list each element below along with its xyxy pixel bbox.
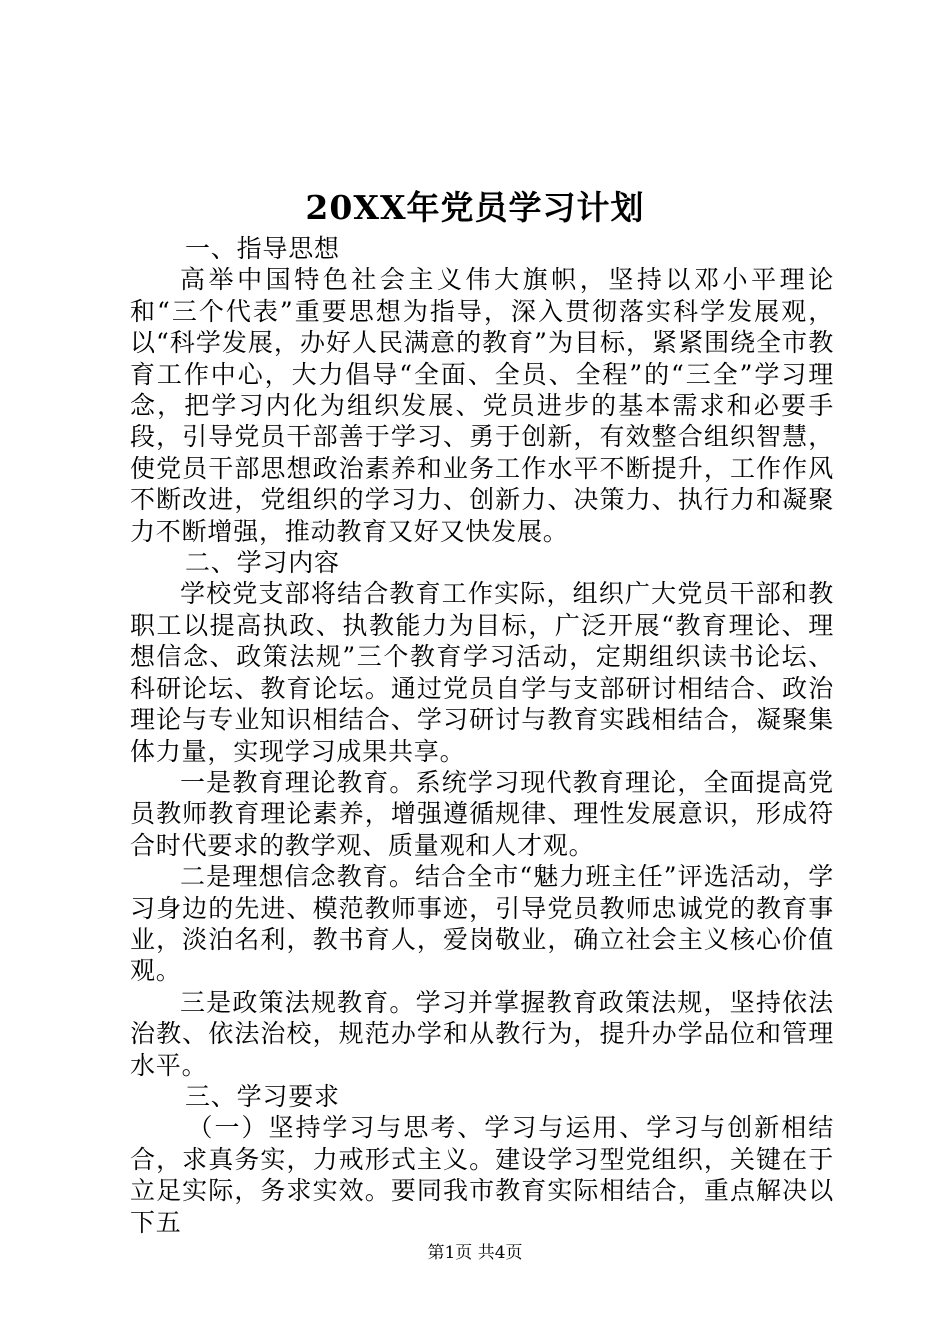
paragraph-guiding-ideology: 高举中国特色社会主义伟大旗帜，坚持以邓小平理论和“三个代表”重要思想为指导，深入贯彻落实科学发展观，以“科学发展，办好人民满意的教育”为目标，紧紧围绕全市教育工作中心，大力倡导“全面、全员、全程”的“三全”学习理念，把学习内化为组织发展、党员进步的基本需求和必要手段，引导党员干部善于学习、勇于创新，有效整合组织智慧，使党员干部思想政治素养和业务工作水平不断提升，工作作风不断改进，党组织的学习力、创新力、决策力、执行力和凝聚力不断增强，推动教育又好又快发展。 <box>130 265 834 546</box>
paragraph-policy-education: 三是政策法规教育。学习并掌握教育政策法规，坚持依法治教、依法治校，规范办学和从教行为，提升办学品位和管理水平。 <box>130 987 834 1080</box>
paragraph-requirement-one: （一）坚持学习与思考、学习与运用、学习与创新相结合，求真务实，力戒形式主义。建设学习型党组织，关键在于立足实际，务求实效。要同我市教育实际相结合，重点解决以下五 <box>130 1113 834 1237</box>
document-title: 20XX年党员学习计划 <box>305 188 645 227</box>
document-body <box>130 233 834 1238</box>
section-heading-study-requirements: 三、学习要求 <box>185 1081 340 1111</box>
page-footer: 第1页 共4页 <box>427 1243 523 1263</box>
section-heading-study-content: 二、学习内容 <box>185 548 340 578</box>
paragraph-study-content: 学校党支部将结合教育工作实际，组织广大党员干部和教职工以提高执政、执教能力为目标，广泛开展“教育理论、理想信念、政策法规”三个教育学习活动，定期组织读书论坛、科研论坛、教育论坛。通过党员自学与支部研讨相结合、政治理论与专业知识相结合、学习研讨与教育实践相结合，凝聚集体力量，实现学习成果共享。 <box>130 579 834 766</box>
paragraph-theory-education: 一是教育理论教育。系统学习现代教育理论，全面提高党员教师教育理论素养，增强遵循规律、理性发展意识，形成符合时代要求的教学观、质量观和人才观。 <box>130 767 834 860</box>
section-heading-guiding-ideology: 一、指导思想 <box>185 234 340 263</box>
paragraph-ideals-education: 二是理想信念教育。结合全市“魅力班主任”评选活动，学习身边的先进、模范教师事迹，引导党员教师忠诚党的教育事业，淡泊名利，教书育人，爱岗敬业，确立社会主义核心价值观。 <box>130 862 834 986</box>
